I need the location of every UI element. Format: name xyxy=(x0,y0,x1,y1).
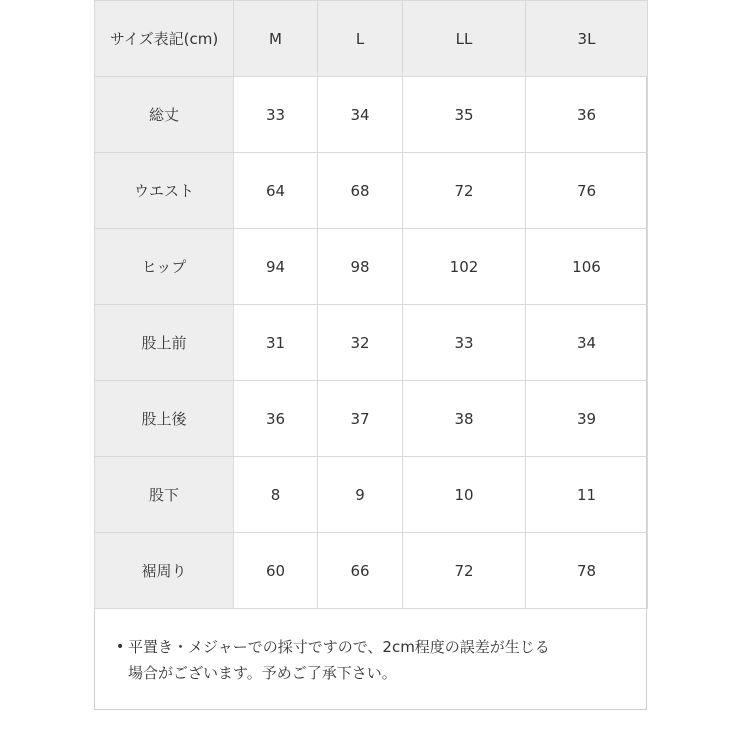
table-cell: 33 xyxy=(403,305,526,381)
table-cell: 102 xyxy=(403,229,526,305)
measurement-note xyxy=(116,634,628,686)
table-cell: 33 xyxy=(234,77,318,153)
row-label: 総丈 xyxy=(95,77,234,153)
table-cell: 34 xyxy=(318,77,403,153)
table-cell: 98 xyxy=(318,229,403,305)
table-header-row xyxy=(95,1,648,77)
table-row xyxy=(95,533,648,609)
table-cell: 76 xyxy=(526,153,648,229)
table-cell: 72 xyxy=(403,533,526,609)
table-row xyxy=(95,77,648,153)
row-label: 股下 xyxy=(95,457,234,533)
table-cell: 37 xyxy=(318,381,403,457)
row-label: 裾周り xyxy=(95,533,234,609)
table-cell: 106 xyxy=(526,229,648,305)
table-cell: 8 xyxy=(234,457,318,533)
table-row xyxy=(95,457,648,533)
row-label: 股上後 xyxy=(95,381,234,457)
table-cell: 94 xyxy=(234,229,318,305)
table-cell: 10 xyxy=(403,457,526,533)
table-cell: 38 xyxy=(403,381,526,457)
row-label: ウエスト xyxy=(95,153,234,229)
table-cell: 9 xyxy=(318,457,403,533)
table-row xyxy=(95,153,648,229)
table-cell: 36 xyxy=(234,381,318,457)
header-label-cell: サイズ表記(cm) xyxy=(95,1,234,77)
table-cell: 31 xyxy=(234,305,318,381)
note-line-2: 場合がございます。予めご了承下さい。 xyxy=(128,664,397,682)
table-cell: 34 xyxy=(526,305,648,381)
table-cell: 72 xyxy=(403,153,526,229)
table-cell: 64 xyxy=(234,153,318,229)
table-row xyxy=(95,381,648,457)
size-header-3l: 3L xyxy=(526,1,648,77)
size-header-l: L xyxy=(318,1,403,77)
row-label: 股上前 xyxy=(95,305,234,381)
table-row xyxy=(95,229,648,305)
table-cell: 39 xyxy=(526,381,648,457)
table-cell: 66 xyxy=(318,533,403,609)
table-cell: 32 xyxy=(318,305,403,381)
table-row xyxy=(95,305,648,381)
note-line-1: 平置き・メジャーでの採寸ですので、2cm程度の誤差が生じる xyxy=(128,638,550,656)
table-cell: 78 xyxy=(526,533,648,609)
size-table xyxy=(94,0,648,609)
row-label: ヒップ xyxy=(95,229,234,305)
table-cell: 68 xyxy=(318,153,403,229)
size-header-m: M xyxy=(234,1,318,77)
table-cell: 35 xyxy=(403,77,526,153)
table-cell: 60 xyxy=(234,533,318,609)
size-header-ll: LL xyxy=(403,1,526,77)
bullet-icon: • xyxy=(116,639,125,655)
table-cell: 11 xyxy=(526,457,648,533)
table-cell: 36 xyxy=(526,77,648,153)
